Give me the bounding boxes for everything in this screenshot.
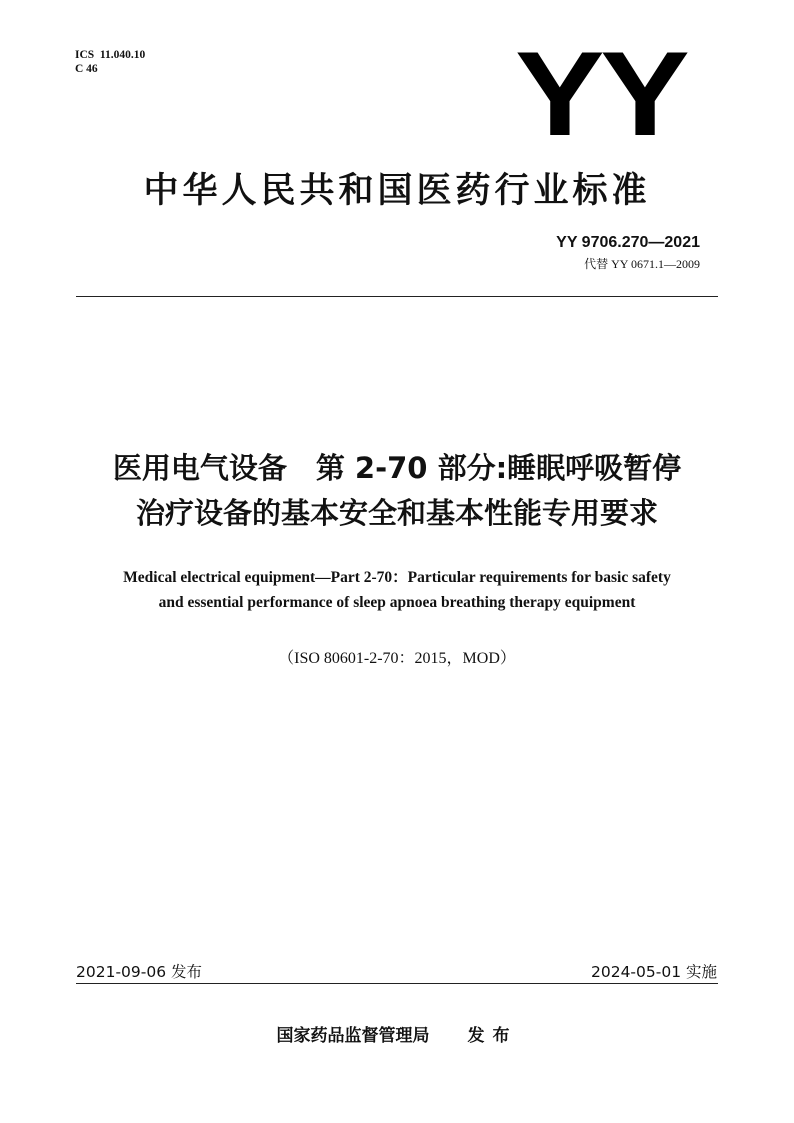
industry-standard-title: 中华人民共和国医药行业标准: [143, 171, 651, 211]
issue-date: 2021-09-06 发布: [76, 963, 203, 981]
replaces-standard: 代替 YY 0671.1—2009: [584, 257, 700, 271]
standard-number: YY 9706.270—2021: [556, 234, 700, 251]
english-title-line: Medical electrical equipment—Part 2-70：Particular requirements for basic safety: [123, 569, 671, 586]
yy-logo-letter: Y: [515, 27, 601, 161]
yy-logo-letter: Y: [600, 27, 686, 161]
english-title-line: and essential performance of sleep apnoea breathing therapy equipment: [158, 594, 636, 611]
top-divider: [76, 296, 718, 297]
chinese-title-line: 医用电气设备 第 2-70 部分:睡眠呼吸暂停: [112, 451, 682, 485]
yy-logo: [515, 27, 705, 161]
publisher: [0, 1021, 794, 1046]
ccs-code: C 46: [75, 62, 98, 75]
chinese-title-line: 治疗设备的基本安全和基本性能专用要求: [135, 496, 658, 530]
implementation-date: 2024-05-01 实施: [590, 963, 717, 981]
classification-codes: [75, 49, 145, 76]
publisher-action: 发布: [467, 1026, 518, 1046]
publisher-name: 国家药品监督管理局: [276, 1026, 430, 1046]
chinese-title: [0, 446, 794, 536]
ics-code: ICS 11.040.10: [75, 49, 146, 61]
english-title: [0, 565, 794, 615]
bottom-divider: [76, 983, 718, 984]
adoption-note: （ISO 80601-2-70：2015，MOD）: [278, 650, 516, 667]
